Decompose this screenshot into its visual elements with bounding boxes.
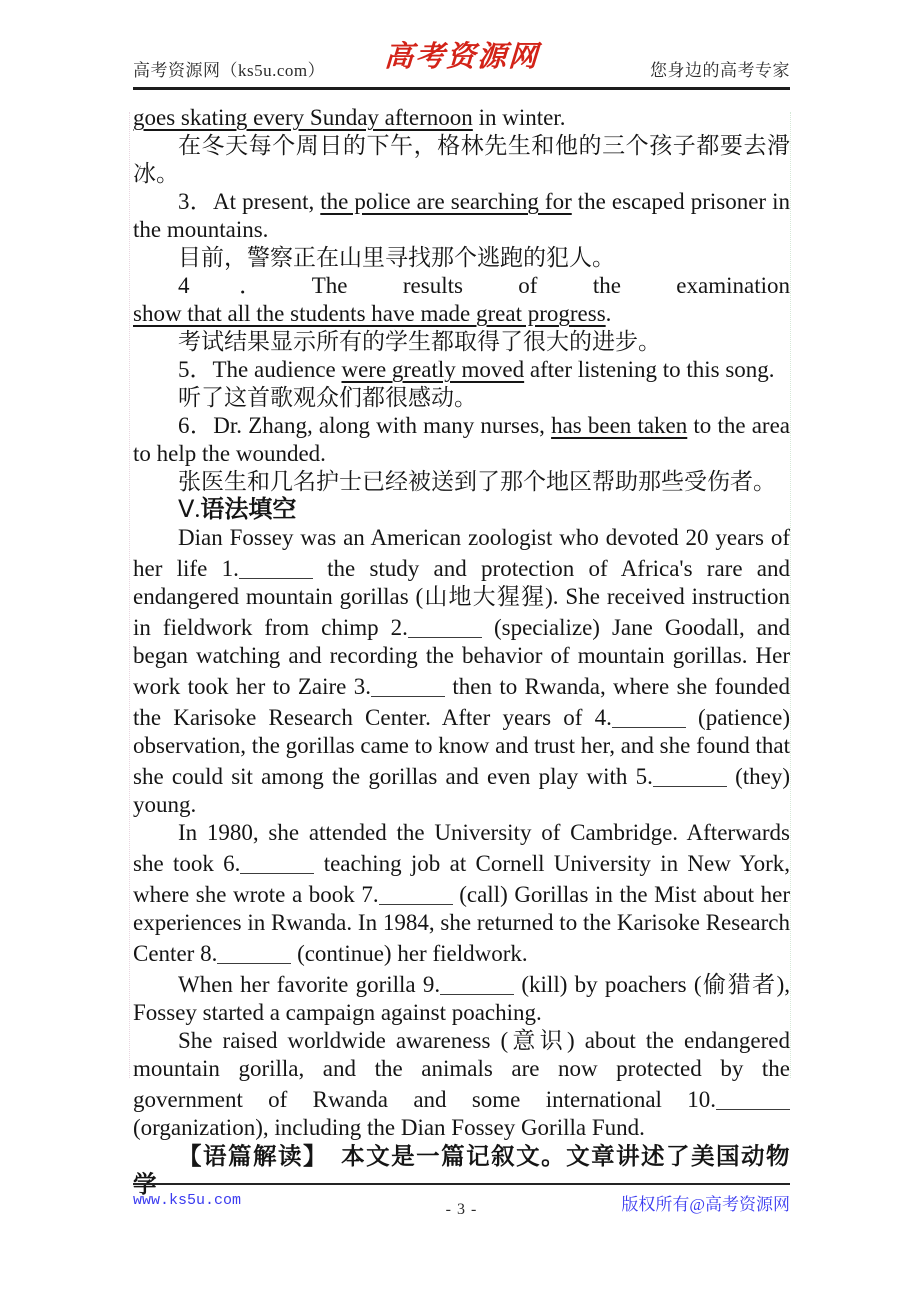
text-run: Dian Fossey was an American zoologist who devoted 20 years of her life xyxy=(133,525,790,581)
blank-number: 7. xyxy=(361,882,379,907)
text-run: in winter. xyxy=(472,105,566,130)
item-3-chinese-translation xyxy=(133,244,790,272)
section-5-heading xyxy=(133,496,790,524)
page-header xyxy=(133,0,790,90)
item-2-chinese-translation xyxy=(133,132,790,188)
footer-site-url: www.ks5u.com xyxy=(133,1192,242,1209)
text-run: 听了这首歌观众们都很感动。 xyxy=(178,385,477,410)
underlined-phrase: show that all the students have made great progress xyxy=(133,301,606,326)
blank-number: 6. xyxy=(223,851,241,876)
answer-blank xyxy=(612,704,686,728)
footer-divider xyxy=(133,1183,790,1185)
blank-number: 2. xyxy=(390,615,408,640)
bold-run: 本文是一篇记叙文。文章讲述了美国动物学 xyxy=(133,1143,790,1197)
blank-number: 8. xyxy=(200,941,218,966)
cloze-passage-paragraph-2 xyxy=(133,819,790,968)
text-run: 5．The audience xyxy=(178,357,342,382)
text-run: to the area to help the wounded. xyxy=(133,413,790,466)
underlined-phrase: the police are searching for xyxy=(320,189,572,214)
answer-blank xyxy=(379,881,453,905)
text-run: (kill) by poachers (偷猎者), Fossey started a campaign against poaching. xyxy=(133,972,790,1025)
text-run: (organization), including the Dian Fossey Gorilla Fund. xyxy=(133,1115,645,1140)
answer-blank xyxy=(653,763,727,787)
item-6-english xyxy=(133,412,790,468)
text-run: . xyxy=(605,301,612,326)
blank-number: 1. xyxy=(221,556,239,581)
item-4-english xyxy=(133,272,790,328)
text-run: She raised worldwide awareness (意识) about the endangered mountain gorilla, and the animals are now protected by the government of Rwanda and some international xyxy=(133,1028,790,1112)
ks5u-logo: 高考资源网 xyxy=(383,41,540,73)
answer-blank xyxy=(240,850,314,874)
item-5-chinese-translation xyxy=(133,384,790,412)
text-run: (continue) her fieldwork. xyxy=(291,941,528,966)
header-slogan: 您身边的高考专家 xyxy=(650,61,790,80)
text-run: the study and protection of Africa's rare and endangered mountain gorillas (山地大猩猩). She received instruction in fieldwork from chimp xyxy=(133,556,791,640)
answer-blank xyxy=(217,940,291,964)
answer-blank xyxy=(239,555,313,579)
item-6-chinese-translation xyxy=(133,468,790,496)
document-body xyxy=(133,104,790,1198)
cloze-passage-paragraph-3 xyxy=(133,968,790,1027)
text-run: 张医生和几名护士已经被送到了那个地区帮助那些受伤者。 xyxy=(178,469,776,494)
bold-run: 【语篇解读】 xyxy=(178,1143,317,1169)
page-number: - 3 - xyxy=(445,1201,478,1218)
underlined-phrase: goes skating every Sunday afternoon xyxy=(133,105,473,130)
text-run: In 1980, she attended the University of Cambridge. Afterwards she took xyxy=(133,820,790,876)
text-run: Ⅴ. xyxy=(178,497,201,523)
item-3-english xyxy=(133,188,790,244)
footer-copyright: 版权所有@高考资源网 xyxy=(621,1195,790,1214)
blank-number: 10. xyxy=(687,1087,716,1112)
underlined-phrase: were greatly moved xyxy=(341,357,525,382)
text-run: then to Rwanda, where she founded the Karisoke Research Center. After years of xyxy=(133,674,790,730)
text-run: teaching job at Cornell University in New York, where she wrote a book xyxy=(133,851,790,907)
answer-blank xyxy=(440,971,514,995)
text-run: 目前，警察正在山里寻找那个逃跑的犯人。 xyxy=(178,245,615,270)
blank-number: 4. xyxy=(594,705,612,730)
text-run: When her favorite gorilla xyxy=(178,972,423,997)
header-site-name: 高考资源网（ks5u.com） xyxy=(133,61,326,80)
text-run: (call) Gorillas in the Mist about her experiences in Rwanda. In 1984, she returned to the Karisoke Research Center xyxy=(133,882,790,966)
blank-number: 3. xyxy=(353,674,371,699)
cloze-passage-paragraph-1 xyxy=(133,524,790,819)
bold-run: 语法填空 xyxy=(200,496,297,523)
text-run: after listening to this song. xyxy=(524,357,775,382)
text-run: the escaped prisoner in the mountains. xyxy=(133,189,790,242)
text-run: 4．The results of the examination xyxy=(178,273,790,298)
item-5-english xyxy=(133,356,790,384)
text-run: (they) young. xyxy=(133,764,790,817)
text-run: 在冬天每个周日的下午，格林先生和他的三个孩子都要去滑冰。 xyxy=(133,133,790,186)
underlined-phrase: has been taken xyxy=(551,413,688,438)
blank-number: 5. xyxy=(635,764,653,789)
text-run: 6．Dr. Zhang, along with many nurses, xyxy=(178,413,552,438)
blank-number: 9. xyxy=(422,972,441,997)
text-run: 3．At present, xyxy=(178,189,321,214)
text-run: (patience) observation, the gorillas came to know and trust her, and she found that she could sit among the gorillas and even play with xyxy=(133,705,790,789)
item-4-chinese-translation xyxy=(133,328,790,356)
text-run: 考试结果显示所有的学生都取得了很大的进步。 xyxy=(178,329,661,354)
answer-blank xyxy=(716,1086,790,1110)
answer-blank xyxy=(408,614,482,638)
item-2-english-continuation xyxy=(133,104,790,132)
answer-blank xyxy=(371,673,445,697)
cloze-passage-paragraph-4 xyxy=(133,1027,790,1142)
text-run: (specialize) Jane Goodall, and began watching and recording the behavior of mountain gorillas. Her work took her to Zaire xyxy=(133,615,790,699)
